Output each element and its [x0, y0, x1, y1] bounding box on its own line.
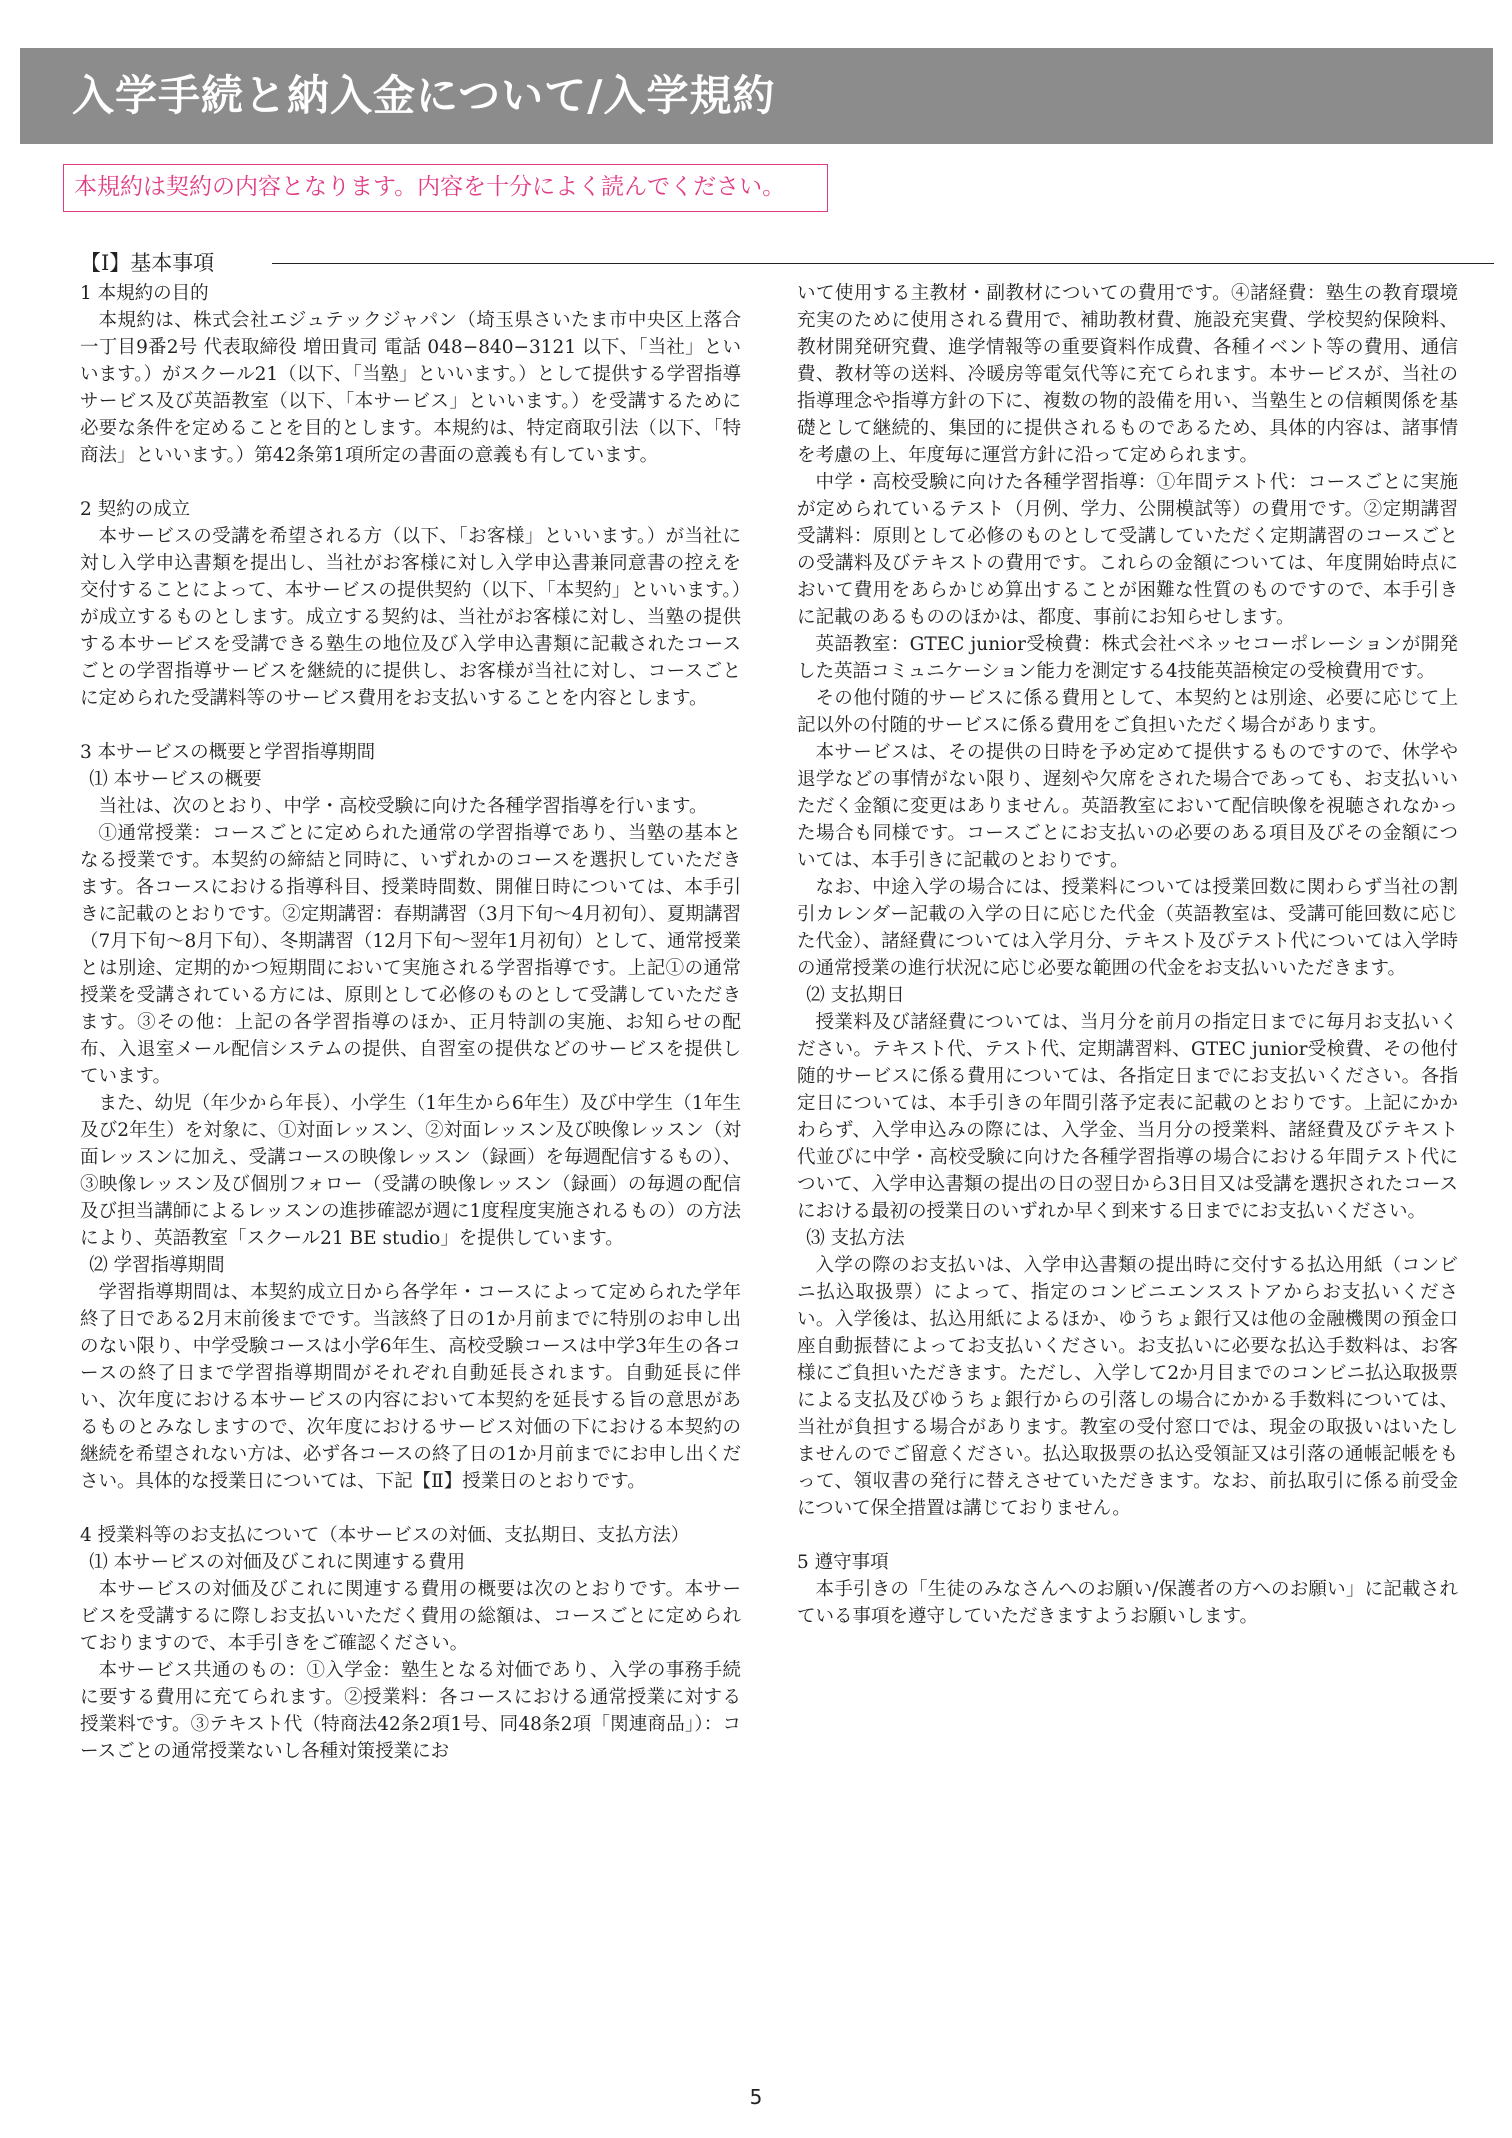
section-divider — [272, 263, 1494, 264]
section-heading: 【Ⅰ】基本事項 — [80, 251, 215, 275]
left-column — [80, 280, 741, 2015]
page-title: 入学手続と納入金について/入学規約 — [72, 71, 776, 120]
paragraph: 授業料及び諸経費については、当月分を前月の指定日までに毎月お支払いください。テキスト代、テスト代、定期講習料、GTEC junior受検費、その他付随的サービスに係る費用については、各指定日までにお支払いください。各指定日については、本手引きの年間引落予定表に記載のとおりです。上記にかかわらず、入学申込みの際には、入学金、当月分の授業料、諸経費及びテキスト代並びに中学・高校受験に向けた各種学習指導の場合における年間テスト代について、入学申込書類の提出の日の翌日から3日目又は受講を選択されたコースにおける最初の授業日のいずれか早く到来する日までにお支払いください。 — [797, 1012, 1458, 1222]
paragraph: 本規約は、株式会社エジュテックジャパン（埼玉県さいたま市中央区上落合一丁目9番2号 代表取締役 増田貴司 電話 048−840−3121 以下、「当社」といいます。）がスクール21（以下、「当塾」といいます。）として提供する学習指導サービス及び英語教室（以下、「本サービス」といいます。）を受講するために必要な条件を定めることを目的とします。本規約は、特定商取引法（以下、「特商法」といいます。）第42条第1項所定の書面の意義も有しています。 — [80, 310, 741, 466]
paragraph: 本サービスの受講を希望される方（以下、「お客様」といいます。）が当社に対し入学申込書類を提出し、当社がお客様に対し入学申込書兼同意書の控えを交付することによって、本サービスの提供契約（以下、「本契約」といいます。）が成立するものとします。成立する契約は、当社がお客様に対し、当塾の提供する本サービスを受講できる塾生の地位及び入学申込書類に記載されたコースごとの学習指導サービスを継続的に提供し、お客様が当社に対し、コースごとに定められた受講料等のサービス費用をお支払いすることを内容とします。 — [80, 526, 741, 709]
subclause-heading: ⑵ 支払期日 — [806, 985, 905, 1006]
paragraph: いて使用する主教材・副教材についての費用です。④諸経費：塾生の教育環境充実のために使用される費用で、補助教材費、施設充実費、学校契約保険料、教材開発研究費、進学情報等の重要資料作成費、各種イベント等の費用、通信費、教材等の送料、冷暖房等電気代等に充てられます。本サービスが、当社の指導理念や指導方針の下に、複数の物的設備を用い、当塾生との信頼関係を基礎として継続的、集団的に提供されるものであるため、具体的内容は、諸事情を考慮の上、年度毎に運営方針に沿って定められます。 — [797, 283, 1458, 466]
clause-heading: 2 契約の成立 — [80, 499, 191, 520]
subclause-heading: ⑵ 学習指導期間 — [89, 1255, 225, 1276]
right-column — [797, 280, 1458, 2015]
clause-heading: 5 遵守事項 — [797, 1552, 889, 1573]
paragraph: 学習指導期間は、本契約成立日から各学年・コースによって定められた学年終了日である2月末前後までです。当該終了日の1か月前までに特別のお申し出のない限り、中学受験コースは小学6年生、高校受験コースは中学3年生の各コースの終了日まで学習指導期間がそれぞれ自動延長されます。自動延長に伴い、次年度における本サービスの内容において本契約を延長する旨の意思があるものとみなしますので、次年度におけるサービス対価の下における本契約の継続を希望されない方は、必ず各コースの終了日の1か月前までにお申し出ください。具体的な授業日については、下記【Ⅱ】授業日のとおりです。 — [80, 1282, 741, 1492]
paragraph: 当社は、次のとおり、中学・高校受験に向けた各種学習指導を行います。 — [98, 796, 708, 817]
paragraph: 中学・高校受験に向けた各種学習指導：①年間テスト代：コースごとに実施が定められているテスト（月例、学力、公開模試等）の費用です。②定期講習受講料：原則として必修のものとして受講していただく定期講習のコースごとの受講料及びテキストの費用です。これらの金額については、年度開始時点において費用をあらかじめ算出することが困難な性質のものですので、本手引きに記載のあるもののほかは、都度、事前にお知らせします。 — [797, 472, 1458, 628]
page-number: 5 — [749, 2085, 763, 2109]
paragraph: 本サービス共通のもの：①入学金：塾生となる対価であり、入学の事務手続に要する費用に充てられます。②授業料：各コースにおける通常授業に対する授業料です。③テキスト代（特商法42条2項1号、同48条2項「関連商品」）：コースごとの通常授業ないし各種対策授業にお — [80, 1660, 741, 1762]
paragraph: 本サービスの対価及びこれに関連する費用の概要は次のとおりです。本サービスを受講するに際しお支払いいただく費用の総額は、コースごとに定められておりますので、本手引きをご確認ください。 — [80, 1579, 741, 1654]
paragraph: 入学の際のお支払いは、入学申込書類の提出時に交付する払込用紙（コンビニ払込取扱票）によって、指定のコンビニエンスストアからお支払いください。入学後は、払込用紙によるほか、ゆうちょ銀行又は他の金融機関の預金口座自動振替によってお支払いください。お支払いに必要な払込手数料は、お客様にご負担いただきます。ただし、入学して2か月目までのコンビニ払込取扱票による支払及びゆうちょ銀行からの引落しの場合にかかる手数料については、当社が負担する場合があります。教室の受付窓口では、現金の取扱いはいたしませんのでご留意ください。払込取扱票の払込受領証又は引落の通帳記帳をもって、領収書の発行に替えさせていただきます。なお、前払取引に係る前受金について保全措置は講じておりません。 — [797, 1255, 1458, 1519]
subclause-heading: ⑴ 本サービスの対価及びこれに関連する費用 — [89, 1552, 466, 1573]
paragraph: ①通常授業：コースごとに定められた通常の学習指導であり、当塾の基本となる授業です。本契約の締結と同時に、いずれかのコースを選択していただきます。各コースにおける指導科目、授業時間数、開催日時については、本手引きに記載のとおりです。②定期講習：春期講習（3月下旬〜4月初旬）、夏期講習（7月下旬〜8月下旬）、冬期講習（12月下旬〜翌年1月初旬）として、通常授業とは別途、定期的かつ短期間において実施される学習指導です。上記①の通常授業を受講されている方には、原則として必修のものとして受講していただきます。③その他：上記の各学習指導のほか、正月特訓の実施、お知らせの配布、入退室メール配信システムの提供、自習室の提供などのサービスを提供しています。 — [80, 823, 741, 1087]
clause-heading: 3 本サービスの概要と学習指導期間 — [80, 742, 376, 763]
paragraph: なお、中途入学の場合には、授業料については授業回数に関わらず当社の割引カレンダー記載の入学の日に応じた代金（英語教室は、受講可能回数に応じた代金）、諸経費については入学月分、テキスト及びテスト代については入学時の通常授業の進行状況に応じ必要な範囲の代金をお支払いいただきます。 — [797, 877, 1458, 979]
paragraph: 本手引きの「生徒のみなさんへのお願い/保護者の方へのお願い」に記載されている事項を遵守していただきますようお願いします。 — [797, 1579, 1458, 1627]
subclause-heading: ⑶ 支払方法 — [806, 1228, 905, 1249]
paragraph: その他付随的サービスに係る費用として、本契約とは別途、必要に応じて上記以外の付随的サービスに係る費用をご負担いただく場合があります。 — [797, 688, 1458, 736]
clause-heading: 1 本規約の目的 — [80, 283, 209, 304]
subclause-heading: ⑴ 本サービスの概要 — [89, 769, 262, 790]
paragraph: また、幼児（年少から年長）、小学生（1年生から6年生）及び中学生（1年生及び2年生）を対象に、①対面レッスン、②対面レッスン及び映像レッスン（対面レッスンに加え、受講コースの映像レッスン（録画）を毎週配信するもの）、③映像レッスン及び個別フォロー（受講の映像レッスン（録画）の毎週の配信及び担当講師によるレッスンの進捗確認が週に1度程度実施されるもの）の方法により、英語教室「スクール21 BE studio」を提供しています。 — [80, 1093, 741, 1249]
paragraph: 本サービスは、その提供の日時を予め定めて提供するものですので、休学や退学などの事情がない限り、遅刻や欠席をされた場合であっても、お支払いいただく金額に変更はありません。英語教室において配信映像を視聴されなかった場合も同様です。コースごとにお支払いの必要のある項目及びその金額については、本手引きに記載のとおりです。 — [797, 742, 1458, 871]
clause-heading: 4 授業料等のお支払について（本サービスの対価、支払期日、支払方法） — [80, 1525, 690, 1546]
notice-box: 本規約は契約の内容となります。内容を十分によく読んでください。 — [63, 164, 828, 212]
paragraph: 英語教室：GTEC junior受検費：株式会社ベネッセコーポレーションが開発した英語コミュニケーション能力を測定する4技能英語検定の受検費用です。 — [797, 634, 1458, 682]
